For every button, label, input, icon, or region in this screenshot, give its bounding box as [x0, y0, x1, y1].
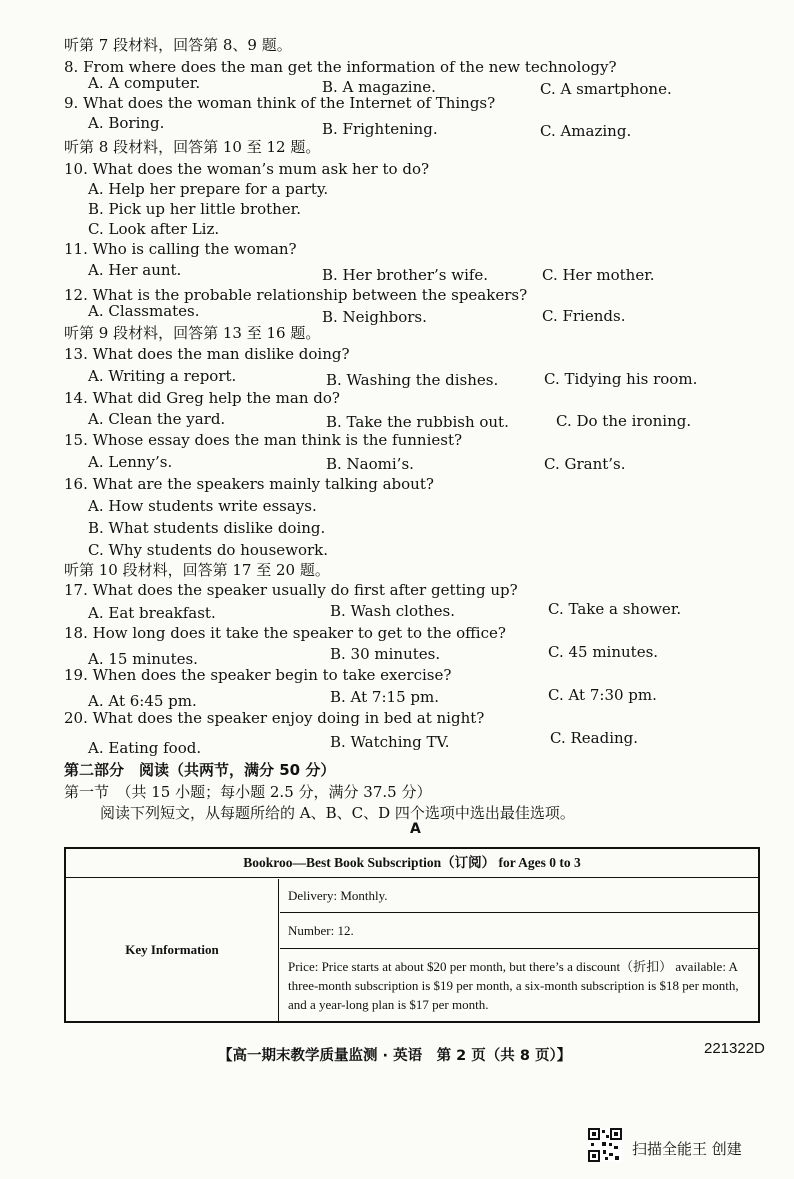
option-11b: B. Her brother’s wife. — [322, 266, 489, 284]
option-12c: C. Friends. — [542, 307, 626, 325]
question-17: 17. What does the speaker usually do first after getting up? — [64, 581, 518, 599]
question-15: 15. Whose essay does the man think is the funniest? — [64, 431, 463, 449]
option-17c: C. Take a shower. — [548, 600, 682, 618]
option-8a: A. A computer. — [88, 74, 201, 92]
option-17a: A. Eat breakfast. — [88, 604, 216, 622]
question-9: 9. What does the woman think of the Internet of Things? — [64, 94, 496, 112]
table-title: Bookroo—Best Book Subscription（订阅） for Ages 0 to 3 — [66, 849, 758, 878]
price-cell: Price: Price starts at about $20 per month, but there’s a discount（折扣） available: A three-month subscription is $19 per month, a six-month subscription is $18 per month, and a year-long plan is $17 per month. — [288, 959, 739, 1012]
question-16: 16. What are the speakers mainly talking about? — [64, 475, 434, 493]
option-17b: B. Wash clothes. — [330, 602, 456, 620]
option-13a: A. Writing a report. — [88, 367, 237, 385]
option-15a: A. Lenny’s. — [88, 453, 173, 471]
option-14a: A. Clean the yard. — [88, 410, 226, 428]
option-18b: B. 30 minutes. — [330, 645, 441, 663]
question-11: 11. Who is calling the woman? — [64, 240, 297, 258]
option-8c: C. A smartphone. — [540, 80, 672, 98]
question-19: 19. When does the speaker begin to take exercise? — [64, 666, 452, 684]
section-one-heading: 第一节 （共 15 小题；每小题 2.5 分，满分 37.5 分） — [64, 783, 432, 801]
option-14c: C. Do the ironing. — [556, 412, 692, 430]
key-information-label: Key Information — [66, 879, 279, 1021]
option-10c: C. Look after Liz. — [88, 220, 220, 238]
question-20: 20. What does the speaker enjoy doing in bed at night? — [64, 709, 485, 727]
reading-instructions: 阅读下列短文，从每题所给的 A、B、C、D 四个选项中选出最佳选项。 — [100, 804, 575, 822]
option-19a: A. At 6:45 pm. — [88, 692, 197, 710]
section-heading-8: 听第 8 段材料，回答第 10 至 12 题。 — [64, 138, 321, 156]
option-8b: B. A magazine. — [322, 78, 436, 96]
number-cell: Number: 12. — [280, 913, 758, 949]
option-10b: B. Pick up her little brother. — [88, 200, 301, 218]
exam-code: 221322D — [704, 1040, 765, 1057]
option-19c: C. At 7:30 pm. — [548, 686, 657, 704]
question-10: 10. What does the woman’s mum ask her to do? — [64, 160, 430, 178]
option-10a: A. Help her prepare for a party. — [88, 180, 329, 198]
option-14b: B. Take the rubbish out. — [326, 413, 509, 431]
option-20a: A. Eating food. — [88, 739, 202, 757]
option-19b: B. At 7:15 pm. — [330, 688, 439, 706]
page-footer: 【高一期末教学质量监测 · 英语 第 2 页（共 8 页）】 — [218, 1048, 572, 1064]
option-11a: A. Her aunt. — [88, 261, 182, 279]
passage-label: A — [410, 821, 421, 837]
option-20c: C. Reading. — [550, 729, 639, 747]
option-12b: B. Neighbors. — [322, 308, 427, 326]
option-11c: C. Her mother. — [542, 266, 655, 284]
option-12a: A. Classmates. — [88, 302, 200, 320]
section-heading-10: 听第 10 段材料，回答第 17 至 20 题。 — [64, 561, 330, 579]
option-13c: C. Tidying his room. — [544, 370, 698, 388]
question-13: 13. What does the man dislike doing? — [64, 345, 350, 363]
option-16b: B. What students dislike doing. — [88, 519, 326, 537]
option-9c: C. Amazing. — [540, 122, 632, 140]
delivery-cell: Delivery: Monthly. — [280, 879, 758, 913]
option-18c: C. 45 minutes. — [548, 643, 659, 661]
subscription-table — [64, 847, 760, 1023]
qr-code-icon — [588, 1128, 622, 1162]
option-18a: A. 15 minutes. — [88, 650, 198, 668]
part-two-heading: 第二部分 阅读（共两节，满分 50 分） — [64, 761, 336, 779]
option-9a: A. Boring. — [88, 114, 165, 132]
option-16a: A. How students write essays. — [88, 497, 317, 515]
option-15b: B. Naomi’s. — [326, 455, 414, 473]
question-14: 14. What did Greg help the man do? — [64, 389, 340, 407]
question-18: 18. How long does it take the speaker to get to the office? — [64, 624, 506, 642]
option-13b: B. Washing the dishes. — [326, 371, 499, 389]
section-heading-9: 听第 9 段材料，回答第 13 至 16 题。 — [64, 324, 321, 342]
option-15c: C. Grant’s. — [544, 455, 626, 473]
option-20b: B. Watching TV. — [330, 733, 450, 751]
scanner-watermark: 扫描全能王 创建 — [632, 1140, 742, 1158]
question-12: 12. What is the probable relationship between the speakers? — [64, 286, 528, 304]
question-8: 8. From where does the man get the information of the new technology? — [64, 58, 617, 76]
option-9b: B. Frightening. — [322, 120, 438, 138]
option-16c: C. Why students do housework. — [88, 541, 329, 559]
section-heading-7: 听第 7 段材料，回答第 8、9 题。 — [64, 36, 292, 54]
